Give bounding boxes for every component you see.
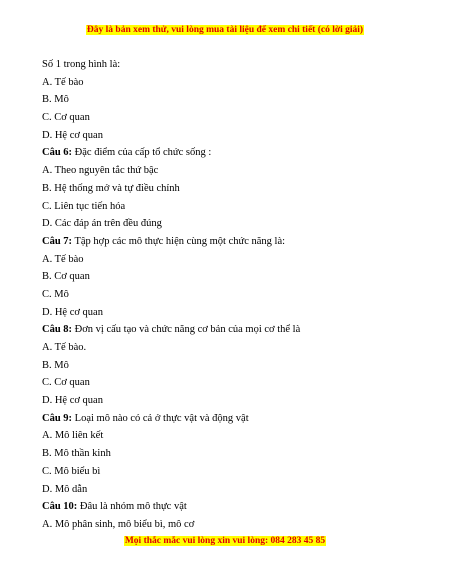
answer-line (42, 516, 412, 534)
answer-line (42, 445, 412, 463)
answer-line (42, 427, 412, 445)
option-text: A. Mô liên kết (42, 430, 104, 442)
answer-line (42, 339, 412, 357)
answer-line (42, 374, 412, 392)
option-text: D. Các đáp án trên đều đúng (42, 218, 162, 230)
option-text: C. Mô (42, 288, 69, 300)
answer-line (42, 251, 412, 269)
question-number: Câu 10: (42, 501, 78, 513)
preview-notice-text: Đây là bản xem thử, vui lòng mua tài liệu để xem chi tiết (có lời giải) (86, 25, 364, 35)
answer-line (42, 286, 412, 304)
question-number: Câu 8: (42, 324, 73, 336)
option-text: B. Hệ thống mở và tự điều chỉnh (42, 182, 180, 194)
answer-line (42, 162, 412, 180)
option-text: Số 1 trong hình là: (42, 59, 121, 70)
answer-line (42, 215, 412, 233)
question-line (42, 144, 412, 162)
question-text: Đơn vị cấu tạo và chức năng cơ bản của mọi cơ thể là (72, 324, 301, 336)
option-text: D. Hệ cơ quan (42, 129, 103, 141)
question-number: Câu 9: (42, 412, 73, 424)
question-number: Câu 7: (42, 235, 73, 247)
option-text: C. Liên tục tiến hóa (42, 200, 126, 212)
answer-line (42, 357, 412, 375)
question-text: Loại mô nào có cả ở thực vật và động vật (72, 412, 249, 424)
option-text: C. Cơ quan (42, 377, 90, 389)
question-list (42, 56, 412, 534)
question-line (42, 498, 412, 516)
option-text: B. Mô thần kinh (42, 448, 111, 460)
answer-line (42, 74, 412, 92)
option-text: A. Tế bào (42, 253, 84, 265)
question-line (42, 233, 412, 251)
contact-footer-text: Mọi thắc mắc vui lòng xin vui lòng: 084 283 45 85 (124, 536, 326, 546)
option-text: D. Hệ cơ quan (42, 306, 103, 318)
option-text: A. Tế bào. (42, 342, 87, 353)
option-text: C. Mô biểu bì (42, 465, 101, 477)
option-text: B. Cơ quan (42, 271, 90, 283)
option-text: B. Mô (42, 359, 69, 371)
option-text: B. Mô (42, 94, 69, 106)
answer-line (42, 127, 412, 145)
option-text: D. Hệ cơ quan (42, 395, 103, 407)
option-text: A. Tế bào (42, 76, 84, 88)
option-text: A. Mô phân sinh, mô biểu bì, mô cơ (42, 518, 195, 530)
answer-line (42, 392, 412, 410)
question-text: Tập hợp các mô thực hiện cùng một chức năng là: (72, 235, 286, 247)
answer-line (42, 91, 412, 109)
question-text: Đâu là nhóm mô thực vật (77, 501, 187, 513)
question-number: Câu 6: (42, 147, 73, 159)
answer-line (42, 180, 412, 198)
question-line (42, 321, 412, 339)
answer-line (42, 481, 412, 499)
answer-line (42, 109, 412, 127)
answer-line (42, 463, 412, 481)
answer-line (42, 268, 412, 286)
question-text: Đặc điểm của cấp tổ chức sống : (72, 147, 212, 159)
option-text: D. Mô dẫn (42, 483, 88, 495)
preview-notice-banner (0, 24, 450, 36)
contact-footer-banner (0, 535, 450, 547)
option-text: A. Theo nguyên tắc thứ bậc (42, 165, 159, 177)
answer-line (42, 198, 412, 216)
answer-line (42, 56, 412, 74)
answer-line (42, 304, 412, 322)
option-text: C. Cơ quan (42, 112, 90, 124)
question-line (42, 410, 412, 428)
